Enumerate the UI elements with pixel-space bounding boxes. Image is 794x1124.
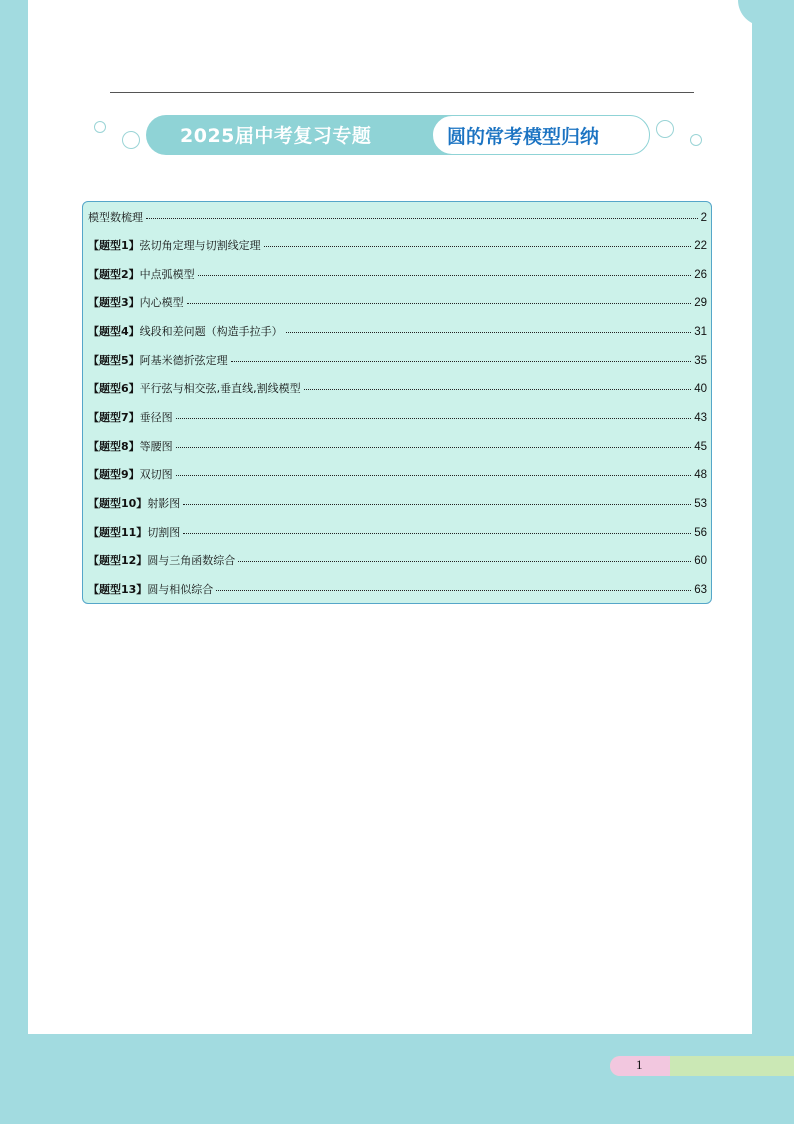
toc-item-label: 【题型2】中点弧模型: [88, 268, 195, 281]
toc-item[interactable]: [88, 209, 707, 225]
toc-item[interactable]: [88, 380, 707, 396]
toc-leader-dots: [146, 218, 698, 219]
toc-page-number: 35: [694, 355, 707, 367]
toc-leader-dots: [231, 361, 692, 362]
toc-page-number: 22: [694, 240, 707, 252]
toc-item[interactable]: [88, 524, 707, 540]
toc-item[interactable]: [88, 409, 707, 425]
toc-item[interactable]: [88, 266, 707, 282]
table-of-contents: [82, 201, 712, 604]
toc-item-label: 【题型13】圆与相似综合: [88, 583, 214, 596]
header-rule: [110, 92, 694, 93]
toc-item[interactable]: [88, 323, 707, 339]
decor-circle-icon: [122, 131, 140, 149]
topic-title: 圆的常考模型归纳: [447, 126, 600, 148]
toc-item[interactable]: [88, 552, 707, 568]
decor-circle-icon: [656, 120, 674, 138]
toc-page-number: 56: [694, 527, 707, 539]
toc-item-label: 【题型10】射影图: [88, 497, 181, 510]
toc-leader-dots: [198, 275, 692, 276]
toc-page-number: 26: [694, 269, 707, 281]
toc-item-label: 【题型7】垂径图: [88, 411, 173, 424]
toc-leader-dots: [176, 475, 692, 476]
toc-page-number: 29: [694, 297, 707, 309]
toc-item-label: 【题型5】阿基米德折弦定理: [88, 354, 228, 367]
toc-item[interactable]: [88, 352, 707, 368]
toc-leader-dots: [238, 561, 691, 562]
page-number: 1: [636, 1057, 643, 1072]
banner-topic-tag: [432, 115, 650, 155]
toc-item-label: 【题型1】弦切角定理与切割线定理: [88, 239, 261, 252]
toc-leader-dots: [183, 533, 691, 534]
toc-item[interactable]: [88, 495, 707, 511]
toc-page-number: 63: [694, 584, 707, 596]
toc-item-label: 模型数梳理: [88, 211, 143, 224]
toc-item[interactable]: [88, 466, 707, 482]
toc-leader-dots: [264, 246, 692, 247]
series-title: 2025届中考复习专题: [180, 125, 372, 147]
toc-item[interactable]: [88, 438, 707, 454]
toc-leader-dots: [183, 504, 691, 505]
toc-leader-dots: [216, 590, 691, 591]
toc-item-label: 【题型3】内心模型: [88, 296, 184, 309]
toc-item[interactable]: [88, 581, 707, 597]
toc-page-number: 2: [700, 212, 707, 224]
toc-leader-dots: [176, 418, 692, 419]
toc-page-number: 48: [694, 469, 707, 481]
toc-item-label: 【题型9】双切图: [88, 468, 173, 481]
toc-leader-dots: [176, 447, 692, 448]
banner-series-tag: [146, 115, 466, 155]
toc-leader-dots: [187, 303, 692, 304]
toc-leader-dots: [286, 332, 692, 333]
toc-item-label: 【题型6】平行弦与相交弦,垂直线,割线模型: [88, 382, 301, 395]
toc-leader-dots: [304, 389, 692, 390]
decor-circle-icon: [94, 121, 106, 133]
title-banner: [146, 115, 648, 155]
toc-item[interactable]: [88, 237, 707, 253]
toc-page-number: 53: [694, 498, 707, 510]
toc-item-label: 【题型11】切割图: [88, 526, 181, 539]
toc-item-label: 【题型4】线段和差问题（构造手拉手）: [88, 325, 283, 338]
toc-page-number: 31: [694, 326, 707, 338]
decor-circle-icon: [690, 134, 702, 146]
toc-page-number: 45: [694, 441, 707, 453]
toc-page-number: 60: [694, 555, 707, 567]
toc-page-number: 43: [694, 412, 707, 424]
toc-item-label: 【题型8】等腰图: [88, 440, 173, 453]
toc-page-number: 40: [694, 383, 707, 395]
toc-item[interactable]: [88, 294, 707, 310]
toc-item-label: 【题型12】圆与三角函数综合: [88, 554, 236, 567]
